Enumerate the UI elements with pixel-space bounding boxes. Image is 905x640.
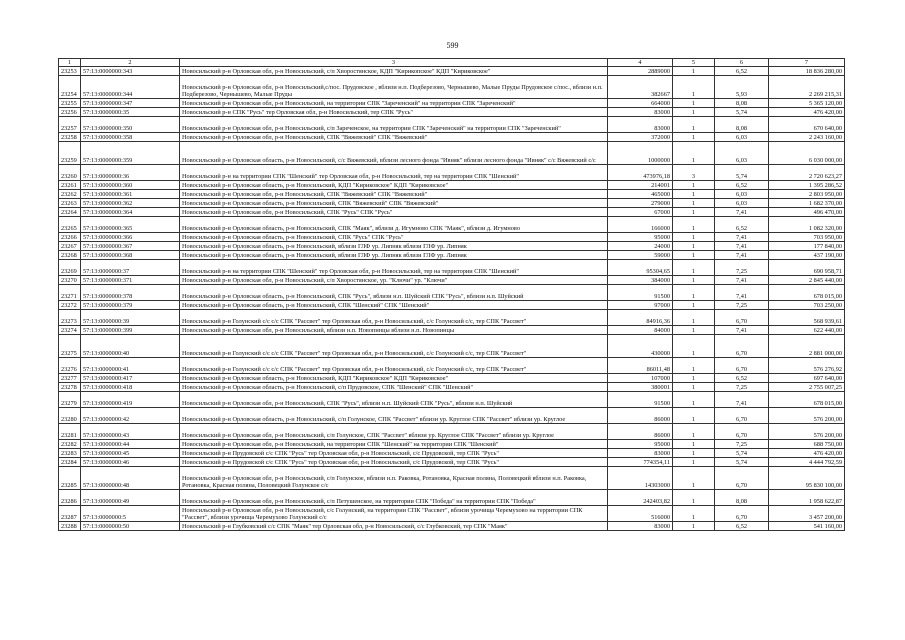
- category-code: 1: [673, 108, 715, 117]
- row-number: 23254: [59, 76, 81, 99]
- specific-value: 6,52: [715, 181, 769, 190]
- land-area: 97000: [608, 301, 673, 310]
- row-number: 23286: [59, 490, 81, 506]
- table-row: [59, 117, 845, 133]
- category-code: 1: [673, 374, 715, 383]
- table-row: [59, 260, 845, 276]
- category-code: 1: [673, 522, 715, 531]
- row-number: 23267: [59, 242, 81, 251]
- cadastral-value: 496 470,00: [769, 208, 845, 217]
- cadastral-number: 57:13:0000000:42: [81, 408, 180, 424]
- cadastral-number: 57:13:0000000:379: [81, 301, 180, 310]
- cadastral-number: 57:13:0000000:366: [81, 233, 180, 242]
- specific-value: 7,41: [715, 208, 769, 217]
- land-area: 91500: [608, 392, 673, 408]
- specific-value: 8,08: [715, 117, 769, 133]
- cadastral-number: 57:13:0000000:343: [81, 67, 180, 76]
- address-description: Новосильский р-н Орловская обл, р-н Новосильский, СПК "Русь", вблизи н.п. Шуйский СПК "Русь", вблизи н.п. Шуйский: [180, 392, 608, 408]
- cadastral-value: 2 845 440,00: [769, 276, 845, 285]
- category-code: 1: [673, 242, 715, 251]
- address-description: Новосильский р-н Орловская обл, р-н Новосильский, с/п Хворостянское, КДП "Кирикопское" КДП "Кириковское": [180, 67, 608, 76]
- cadastral-value: 541 160,00: [769, 522, 845, 531]
- cadastral-number: 57:13:0000000:49: [81, 490, 180, 506]
- cadastral-number: 57:13:0000000:50: [81, 522, 180, 531]
- cadastral-number: 57:13:0000000:40: [81, 335, 180, 358]
- cadastral-value: 18 836 280,00: [769, 67, 845, 76]
- address-description: Новосильский р-н Орловская область, р-н Новосильский, с/п Прудовское, СПК "Шенский" СПК "Шенский": [180, 383, 608, 392]
- cadastral-number: 57:13:0000000:399: [81, 326, 180, 335]
- cadastral-value: 670 640,00: [769, 117, 845, 133]
- category-code: 1: [673, 383, 715, 392]
- table-row: [59, 181, 845, 190]
- land-area: 242403,82: [608, 490, 673, 506]
- address-description: Новосильский р-н Орловская обл, р-н Новосильский, с/п Петушенское, на территории СПК "Победа" на территории СПК "Победа": [180, 490, 608, 506]
- address-description: Новосильский р-н Орловская обл, р-н Новосильский,с/пос. Прудовское , вблизи н.п. Подберезово, Чернышево, Малые Пруды Прудовское с/пос., вблизи н.п. Подберезово, Чернышево, Малые Пруды: [180, 76, 608, 99]
- category-code: 3: [673, 165, 715, 181]
- specific-value: 7,41: [715, 242, 769, 251]
- address-description: Новосильский р-н Орловская обл, р-н Новосильский, с/с Голунский, на территории СПК "Рассвет", вблизи урочища Черемухово на территории СПК "Рассвет", вблизи урочища Черемухово Голунский с/с: [180, 506, 608, 522]
- specific-value: 7,25: [715, 440, 769, 449]
- specific-value: 5,93: [715, 76, 769, 99]
- table-row: [59, 358, 845, 374]
- cadastral-number: 57:13:0000000:48: [81, 467, 180, 490]
- cadastral-value: 678 015,00: [769, 285, 845, 301]
- address-description: Новосильский р-н Орловская область, р-н Новосильский, КДП "Кириковское" КДП "Кириковское": [180, 374, 608, 383]
- cadastral-value: 2 803 950,00: [769, 190, 845, 199]
- category-code: 1: [673, 449, 715, 458]
- cadastral-value: 476 420,00: [769, 108, 845, 117]
- category-code: 1: [673, 506, 715, 522]
- column-header: 6: [715, 59, 769, 67]
- category-code: 1: [673, 233, 715, 242]
- category-code: 1: [673, 276, 715, 285]
- land-area: 83000: [608, 449, 673, 458]
- cadastral-number: 57:13:0000000:45: [81, 449, 180, 458]
- cadastral-value: 6 030 000,00: [769, 142, 845, 165]
- table-row: [59, 67, 845, 76]
- category-code: 1: [673, 408, 715, 424]
- table-row: [59, 217, 845, 233]
- specific-value: 8,08: [715, 490, 769, 506]
- land-area: 382667: [608, 76, 673, 99]
- row-number: 23271: [59, 285, 81, 301]
- address-description: Новосильский р-н на территории СПК "Шенский" тер Орловская обл, р-н Новосильский, тер на территории СПК "Шенский": [180, 165, 608, 181]
- cadastral-value: 4 444 792,59: [769, 458, 845, 467]
- cadastral-number: 57:13:0000000:361: [81, 190, 180, 199]
- cadastral-value: 690 958,71: [769, 260, 845, 276]
- category-code: 1: [673, 217, 715, 233]
- table-row: [59, 251, 845, 260]
- row-number: 23262: [59, 190, 81, 199]
- row-number: 23284: [59, 458, 81, 467]
- row-number: 23283: [59, 449, 81, 458]
- specific-value: 6,52: [715, 217, 769, 233]
- specific-value: 6,52: [715, 522, 769, 531]
- cadastral-value: 3 457 200,00: [769, 506, 845, 522]
- cadastral-value: 568 939,61: [769, 310, 845, 326]
- land-area: 664000: [608, 99, 673, 108]
- table-row: [59, 408, 845, 424]
- row-number: 23266: [59, 233, 81, 242]
- row-number: 23288: [59, 522, 81, 531]
- land-area: 84000: [608, 326, 673, 335]
- cadastral-number: 57:13:0000000:358: [81, 133, 180, 142]
- table-row: [59, 522, 845, 531]
- cadastral-number: 57:13:0000000:364: [81, 208, 180, 217]
- cadastral-value: 2 755 007,25: [769, 383, 845, 392]
- specific-value: 6,03: [715, 142, 769, 165]
- address-description: Новосильский р-н Орловская обл, р-н Новосильский, с/п Голунское, вблизи н.п. Раковка, Ротановка, Красная поляна, Половецкий вблизи н.п. Раковка, Ротановка, Красная поляна, Половецкий Голунское с/с: [180, 467, 608, 490]
- specific-value: 7,41: [715, 326, 769, 335]
- table-row: [59, 424, 845, 440]
- category-code: 1: [673, 142, 715, 165]
- specific-value: 7,41: [715, 251, 769, 260]
- land-area: 95000: [608, 440, 673, 449]
- table-row: [59, 467, 845, 490]
- land-area: 91500: [608, 285, 673, 301]
- category-code: 1: [673, 190, 715, 199]
- cadastral-number: 57:13:0000000:5: [81, 506, 180, 522]
- row-number: 23277: [59, 374, 81, 383]
- specific-value: 5,74: [715, 165, 769, 181]
- cadastral-number: 57:13:0000000:378: [81, 285, 180, 301]
- table-row: [59, 165, 845, 181]
- cadastral-value: 678 015,00: [769, 392, 845, 408]
- row-number: 23282: [59, 440, 81, 449]
- table-row: [59, 208, 845, 217]
- land-area: 430000: [608, 335, 673, 358]
- category-code: 1: [673, 76, 715, 99]
- specific-value: 6,70: [715, 408, 769, 424]
- address-description: Новосильский р-н Голунский с/с с/с СПК "Рассвет" тер Орловская обл, р-н Новосильский, с/с Голунский с/с, тер СПК "Рассвет": [180, 310, 608, 326]
- row-number: 23258: [59, 133, 81, 142]
- specific-value: 7,25: [715, 301, 769, 310]
- land-area: 1000000: [608, 142, 673, 165]
- cadastral-number: 57:13:0000000:365: [81, 217, 180, 233]
- row-number: 23259: [59, 142, 81, 165]
- address-description: Новосильский р-н Орловская обл, р-н Новосильский, на территории СПК "Шенский" на территории СПК "Шенский": [180, 440, 608, 449]
- row-number: 23285: [59, 467, 81, 490]
- cadastral-number: 57:13:0000000:418: [81, 383, 180, 392]
- address-description: Новосильский р-н Орловская область, р-н Новосильский, с/п Голунское, СПК "Рассвет" вблизи ур. Круглое СПК "Рассвет" вблизи ур. Круглое: [180, 408, 608, 424]
- cadastral-number: 57:13:0000000:36: [81, 165, 180, 181]
- category-code: 1: [673, 424, 715, 440]
- cadastral-value: 437 190,00: [769, 251, 845, 260]
- land-area: 86000: [608, 424, 673, 440]
- cadastral-number: 57:13:0000000:359: [81, 142, 180, 165]
- cadastral-value: 697 640,00: [769, 374, 845, 383]
- row-number: 23253: [59, 67, 81, 76]
- land-area: 95000: [608, 233, 673, 242]
- land-area: 166000: [608, 217, 673, 233]
- land-area: 774354,11: [608, 458, 673, 467]
- cadastral-number: 57:13:0000000:41: [81, 358, 180, 374]
- cadastral-value: 5 365 120,00: [769, 99, 845, 108]
- address-description: Новосильский р-н Орловская область, р-н Новосильский, СПК "Русь", вблизи н.п. Шуйский СПК "Русь", вблизи н.п. Шуйский: [180, 285, 608, 301]
- land-area: 279000: [608, 199, 673, 208]
- category-code: 1: [673, 326, 715, 335]
- column-header: 4: [608, 59, 673, 67]
- cadastral-number: 57:13:0000000:417: [81, 374, 180, 383]
- column-header: 2: [81, 59, 180, 67]
- row-number: 23261: [59, 181, 81, 190]
- specific-value: 6,70: [715, 310, 769, 326]
- category-code: 1: [673, 490, 715, 506]
- column-header: 7: [769, 59, 845, 67]
- table-row: [59, 190, 845, 199]
- category-code: 1: [673, 99, 715, 108]
- category-code: 1: [673, 251, 715, 260]
- cadastral-value: 622 440,00: [769, 326, 845, 335]
- cadastral-value: 2 881 000,00: [769, 335, 845, 358]
- specific-value: 5,74: [715, 108, 769, 117]
- land-area: 516000: [608, 506, 673, 522]
- address-description: Новосильский р-н Орловская обл, р-н Новосильский, СПК "Вяжевский" СПК "Вяжевский": [180, 133, 608, 142]
- column-header: 1: [59, 59, 81, 67]
- land-area: 59000: [608, 251, 673, 260]
- cadastral-value: 688 750,00: [769, 440, 845, 449]
- cadastral-number: 57:13:0000000:44: [81, 440, 180, 449]
- row-number: 23280: [59, 408, 81, 424]
- cadastral-number: 57:13:0000000:371: [81, 276, 180, 285]
- table-row: [59, 199, 845, 208]
- specific-value: 7,25: [715, 383, 769, 392]
- specific-value: 6,03: [715, 190, 769, 199]
- row-number: 23276: [59, 358, 81, 374]
- address-description: Новосильский р-н Орловская обл, р-н Новосильский, с/п Хворостянское, ур. "Ключи" ур. "Ключи": [180, 276, 608, 285]
- cadastral-value-table: [58, 58, 845, 531]
- table-row: [59, 326, 845, 335]
- cadastral-number: 57:13:0000000:46: [81, 458, 180, 467]
- cadastral-number: 57:13:0000000:35: [81, 108, 180, 117]
- cadastral-value: 2 720 623,27: [769, 165, 845, 181]
- address-description: Новосильский р-н Орловская область, р-н Новосильский, СПК "Русь" СПК "Русь": [180, 233, 608, 242]
- cadastral-number: 57:13:0000000:39: [81, 310, 180, 326]
- address-description: Новосильский р-н Голунский с/с с/с СПК "Рассвет" тер Орловская обл, р-н Новосильский, с/с Голунский с/с, тер СПК "Рассвет": [180, 358, 608, 374]
- specific-value: 7,41: [715, 392, 769, 408]
- land-area: 2889000: [608, 67, 673, 76]
- row-number: 23260: [59, 165, 81, 181]
- cadastral-value: 576 276,92: [769, 358, 845, 374]
- land-area: 86000: [608, 408, 673, 424]
- page-number: 599: [446, 41, 459, 50]
- land-area: 24000: [608, 242, 673, 251]
- cadastral-value: 703 250,00: [769, 301, 845, 310]
- cadastral-value: 1 958 622,87: [769, 490, 845, 506]
- category-code: 1: [673, 301, 715, 310]
- address-description: Новосильский р-н Орловская область, р-н Новосильский, вблизи ГЛФ ур. Липняк вблизи ГЛФ ур. Липняк: [180, 251, 608, 260]
- category-code: 1: [673, 335, 715, 358]
- row-number: 23275: [59, 335, 81, 358]
- category-code: 1: [673, 358, 715, 374]
- column-header: 3: [180, 59, 608, 67]
- address-description: Новосильский р-н Орловская обл, р-н Новосильский, с/п Зареченское, на территории СПК "Зареченский" на территории СПК "Зареченский": [180, 117, 608, 133]
- category-code: 1: [673, 133, 715, 142]
- table-row: [59, 383, 845, 392]
- land-area: 84916,36: [608, 310, 673, 326]
- row-number: 23264: [59, 208, 81, 217]
- category-code: 1: [673, 440, 715, 449]
- row-number: 23278: [59, 383, 81, 392]
- address-description: Новосильский р-н Голунский с/с с/с СПК "Рассвет" тер Орловская обл, р-н Новосильский, с/с Голунский с/с, тер СПК "Рассвет": [180, 335, 608, 358]
- table-row: [59, 335, 845, 358]
- table-row: [59, 242, 845, 251]
- category-code: 1: [673, 458, 715, 467]
- specific-value: 6,70: [715, 467, 769, 490]
- address-description: Новосильский р-н Орловская область, р-н Новосильский, СПК "Вяжевский" СПК "Вяжевский": [180, 199, 608, 208]
- category-code: 1: [673, 181, 715, 190]
- table-row: [59, 233, 845, 242]
- row-number: 23268: [59, 251, 81, 260]
- cadastral-number: 57:13:0000000:43: [81, 424, 180, 440]
- land-area: 83000: [608, 108, 673, 117]
- cadastral-value: 576 200,00: [769, 424, 845, 440]
- cadastral-value: 576 200,00: [769, 408, 845, 424]
- specific-value: 6,03: [715, 133, 769, 142]
- column-header: 5: [673, 59, 715, 67]
- row-number: 23269: [59, 260, 81, 276]
- land-area: 83000: [608, 522, 673, 531]
- cadastral-number: 57:13:0000000:344: [81, 76, 180, 99]
- land-area: 465000: [608, 190, 673, 199]
- cadastral-value: 2 269 215,31: [769, 76, 845, 99]
- table-row: [59, 458, 845, 467]
- category-code: 1: [673, 285, 715, 301]
- address-description: Новосильский р-н Прудовской с/с СПК "Русь" тер Орловская обл, р-н Новосильский, с/с Прудовской, тер СПК "Русь": [180, 458, 608, 467]
- land-area: 473976,18: [608, 165, 673, 181]
- row-number: 23255: [59, 99, 81, 108]
- table-row: [59, 76, 845, 99]
- table-row: [59, 301, 845, 310]
- specific-value: 7,41: [715, 276, 769, 285]
- land-area: 67000: [608, 208, 673, 217]
- category-code: 1: [673, 260, 715, 276]
- table-row: [59, 374, 845, 383]
- cadastral-number: 57:13:0000000:347: [81, 99, 180, 108]
- row-number: 23272: [59, 301, 81, 310]
- specific-value: 5,74: [715, 449, 769, 458]
- address-description: Новосильский р-н Орловская обл, р-н Новосильский, СПК "Вяжевский" СПК "Вяжевский": [180, 190, 608, 199]
- address-description: Новосильский р-н Прудовской с/с СПК "Русь" тер Орловская обл, р-н Новосильский, с/с Прудовской, тер СПК "Русь": [180, 449, 608, 458]
- cadastral-value: 2 243 160,00: [769, 133, 845, 142]
- specific-value: 8,08: [715, 99, 769, 108]
- table-row: [59, 449, 845, 458]
- category-code: 1: [673, 467, 715, 490]
- cadastral-number: 57:13:0000000:368: [81, 251, 180, 260]
- cadastral-number: 57:13:0000000:362: [81, 199, 180, 208]
- cadastral-value: 177 840,00: [769, 242, 845, 251]
- table-row: [59, 490, 845, 506]
- column-number-row: [59, 59, 845, 67]
- address-description: Новосильский р-н Орловская область, р-н Новосильский, с/с Вяжевский, вблизи лесного фонда "Ивняк" вблизи лесного фонда "Ивняк" с/с Вяжевский с/с: [180, 142, 608, 165]
- specific-value: 6,52: [715, 374, 769, 383]
- specific-value: 6,70: [715, 506, 769, 522]
- address-description: Новосильский р-н Орловская область, р-н Новосильский, СПК "Шенский" СПК "Шенский": [180, 301, 608, 310]
- table-row: [59, 440, 845, 449]
- address-description: Новосильский р-н Орловская область, р-н Новосильский, СПК "Маяк", вблизи д. Игумново СПК "Маяк", вблизи д. Игумново: [180, 217, 608, 233]
- cadastral-value: 703 950,00: [769, 233, 845, 242]
- cadastral-value: 1 395 286,52: [769, 181, 845, 190]
- cadastral-value: 476 420,00: [769, 449, 845, 458]
- specific-value: 6,70: [715, 424, 769, 440]
- table-row: [59, 310, 845, 326]
- land-area: 214001: [608, 181, 673, 190]
- land-area: 86011,48: [608, 358, 673, 374]
- cadastral-number: 57:13:0000000:367: [81, 242, 180, 251]
- cadastral-number: 57:13:0000000:350: [81, 117, 180, 133]
- row-number: 23257: [59, 117, 81, 133]
- land-area: 384000: [608, 276, 673, 285]
- specific-value: 7,41: [715, 285, 769, 301]
- table-row: [59, 133, 845, 142]
- category-code: 1: [673, 392, 715, 408]
- cadastral-number: 57:13:0000000:360: [81, 181, 180, 190]
- specific-value: 6,70: [715, 358, 769, 374]
- address-description: Новосильский р-н Орловская обл, р-н Новосильский, вблизи н.п. Новопинцы вблизи н.п. Новопинцы: [180, 326, 608, 335]
- address-description: Новосильский р-н Глубковский с/с СПК "Маяк" тер Орловская обл, р-н Новосильский, с/с Глубковский, тер СПК "Маяк": [180, 522, 608, 531]
- address-description: Новосильский р-н Орловская обл, р-н Новосильский, СПК "Русь" СПК "Русь": [180, 208, 608, 217]
- land-area: 107000: [608, 374, 673, 383]
- category-code: 1: [673, 208, 715, 217]
- cadastral-value: 95 830 100,00: [769, 467, 845, 490]
- table-row: [59, 506, 845, 522]
- address-description: Новосильский р-н Орловская область, р-н Новосильский, вблизи ГЛФ ур. Липняк вблизи ГЛФ ур. Липняк: [180, 242, 608, 251]
- specific-value: 7,25: [715, 260, 769, 276]
- table-row: [59, 392, 845, 408]
- land-area: 380001: [608, 383, 673, 392]
- cadastral-value: 1 682 370,00: [769, 199, 845, 208]
- category-code: 1: [673, 67, 715, 76]
- table-row: [59, 276, 845, 285]
- land-area: 372000: [608, 133, 673, 142]
- address-description: Новосильский р-н Орловская обл, р-н Новосильский, на территории СПК "Зареченский" на территории СПК "Зареченский": [180, 99, 608, 108]
- table-row: [59, 108, 845, 117]
- cadastral-number: 57:13:0000000:419: [81, 392, 180, 408]
- row-number: 23287: [59, 506, 81, 522]
- category-code: 1: [673, 310, 715, 326]
- address-description: Новосильский р-н Орловская обл, р-н Новосильский, с/п Голунское, СПК "Рассвет" вблизи ур. Круглое СПК "Рассвет" вблизи ур. Круглое: [180, 424, 608, 440]
- table-row: [59, 285, 845, 301]
- row-number: 23263: [59, 199, 81, 208]
- row-number: 23279: [59, 392, 81, 408]
- address-description: Новосильский р-н Орловская область, р-н Новосильский, КДП "Кириковское" КДП "Кириковское": [180, 181, 608, 190]
- table-row: [59, 142, 845, 165]
- land-area: 83000: [608, 117, 673, 133]
- specific-value: 6,52: [715, 67, 769, 76]
- category-code: 1: [673, 117, 715, 133]
- cadastral-value: 1 082 320,00: [769, 217, 845, 233]
- specific-value: 7,41: [715, 233, 769, 242]
- row-number: 23281: [59, 424, 81, 440]
- land-area: 14303000: [608, 467, 673, 490]
- table-row: [59, 99, 845, 108]
- row-number: 23270: [59, 276, 81, 285]
- land-area: 95304,65: [608, 260, 673, 276]
- category-code: 1: [673, 199, 715, 208]
- address-description: Новосильский р-н СПК "Русь" тер Орловская обл, р-н Новосильский, тер СПК "Русь": [180, 108, 608, 117]
- row-number: 23274: [59, 326, 81, 335]
- row-number: 23273: [59, 310, 81, 326]
- address-description: Новосильский р-н на территории СПК "Шенский" тер Орловская обл, р-н Новосильский, тер на территории СПК "Шенский": [180, 260, 608, 276]
- specific-value: 5,74: [715, 458, 769, 467]
- cadastral-number: 57:13:0000000:37: [81, 260, 180, 276]
- specific-value: 6,70: [715, 335, 769, 358]
- row-number: 23265: [59, 217, 81, 233]
- row-number: 23256: [59, 108, 81, 117]
- specific-value: 6,03: [715, 199, 769, 208]
